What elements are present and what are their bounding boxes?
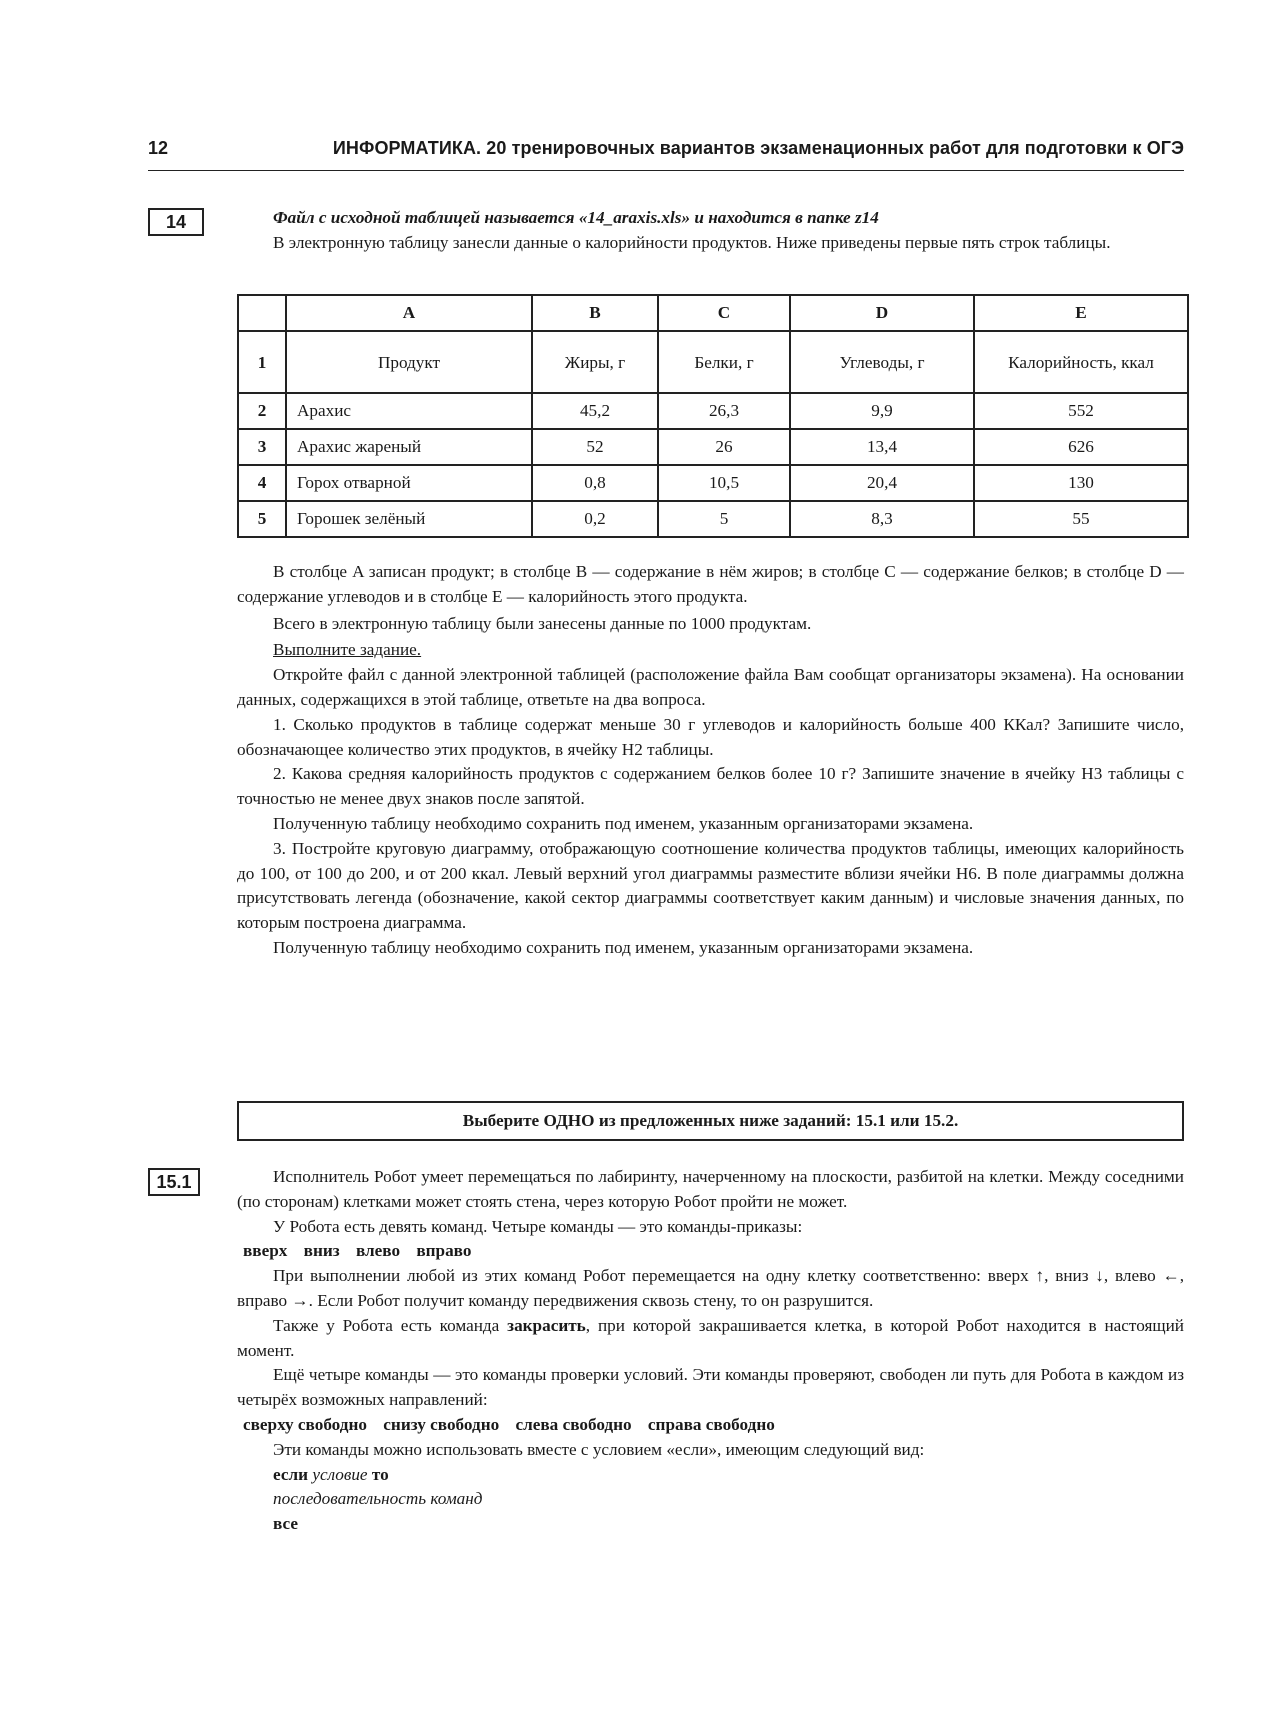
kw-condition: условие [312, 1464, 368, 1484]
table-cell: Белки, г [658, 331, 790, 393]
cond-up-free: сверху свободно [243, 1414, 367, 1434]
task-14-intro [237, 206, 1184, 256]
col-letter-d: D [790, 295, 974, 331]
task-label-line [237, 638, 1184, 663]
move-description: При выполнении любой из этих команд Робот перемещается на одну клетку соответственно: вверх ↑, вниз ↓, влево ←, вправо →. Если Робот получит команду передвижения сквозь стену, то он разрушится. [237, 1266, 1184, 1310]
paint-description [237, 1314, 1184, 1364]
table-cell: Продукт [286, 331, 532, 393]
cmd-up: вверх [243, 1241, 288, 1261]
col-letter-e: E [974, 295, 1188, 331]
table-row [238, 465, 1188, 501]
table-cell: 552 [974, 393, 1188, 429]
row-number: 3 [238, 429, 286, 465]
intro-paragraph: В электронную таблицу занесли данные о калорийности продуктов. Ниже приведены первые пять строк таблицы. [273, 232, 1111, 252]
table-cell: 5 [658, 501, 790, 537]
paint-text-b: , при которой закрашивается клетка, в которой Робот находится в настоящий момент. [237, 1315, 1184, 1360]
col-letter-c: C [658, 295, 790, 331]
choose-task-box: Выберите ОДНО из предложенных ниже заданий: 15.1 или 15.2. [237, 1101, 1184, 1141]
table-cell: Углеводы, г [790, 331, 974, 393]
row-number: 5 [238, 501, 286, 537]
table-cell: 26,3 [658, 393, 790, 429]
calorie-table [237, 294, 1189, 538]
table-cell: 13,4 [790, 429, 974, 465]
table-cell: Арахис [286, 393, 532, 429]
book-title: ИНФОРМАТИКА. 20 тренировочных вариантов экзаменационных работ для подготовки к ОГЭ [332, 138, 1184, 158]
running-header [148, 136, 1184, 171]
save-instruction-2: Полученную таблицу необходимо сохранить под именем, указанным организаторами экзамена. [273, 937, 974, 957]
file-line: Файл с исходной таблицей называется «14_araxis.xls» и находится в папке z14 [273, 208, 879, 227]
robot-intro: Исполнитель Робот умеет перемещаться по лабиринту, начерченному на плоскости, разбитой на клетки. Между соседними (по сторонам) клетками может стоять стена, через которую Робот пройти не может. [237, 1167, 1184, 1211]
task-number-15-1: 15.1 [148, 1168, 200, 1196]
condition-commands [237, 1413, 1184, 1438]
paint-command: закрасить [507, 1315, 586, 1335]
open-file-paragraph: Откройте файл с данной электронной таблицей (расположение файла Вам сообщат организаторы экзамена). На основании данных, содержащихся в этой таблице, ответьте на два вопроса. [237, 665, 1184, 709]
corner-cell [238, 295, 286, 331]
if-line [237, 1463, 1184, 1488]
table-cell: Горох отварной [286, 465, 532, 501]
cmd-right: вправо [416, 1241, 472, 1261]
kw-sequence: последовательность команд [273, 1489, 483, 1509]
kw-if: если [273, 1464, 309, 1484]
question-2: 2. Какова средняя калорийность продуктов с содержанием белков более 10 г? Запишите значение в ячейку H3 таблицы с точностью не менее двух знаков после запятой. [237, 764, 1184, 809]
move-commands [237, 1239, 1184, 1264]
condition-intro: Ещё четыре команды — это команды проверки условий. Эти команды проверяют, свободен ли путь для Робота в каждом из четырёх возможных направлений: [237, 1365, 1184, 1410]
row-number: 4 [238, 465, 286, 501]
table-cell: 20,4 [790, 465, 974, 501]
cond-left-free: слева свободно [515, 1414, 632, 1434]
kw-end: все [273, 1514, 298, 1534]
table-cell: Горошек зелёный [286, 501, 532, 537]
table-cell: Арахис жареный [286, 429, 532, 465]
table-cell: 0,2 [532, 501, 658, 537]
row-number: 2 [238, 393, 286, 429]
cond-down-free: снизу свободно [383, 1414, 500, 1434]
task-14-body [237, 560, 1184, 961]
table-cell: 26 [658, 429, 790, 465]
table-cell: 0,8 [532, 465, 658, 501]
header-row [238, 331, 1188, 393]
question-3: 3. Постройте круговую диаграмму, отображающую соотношение количества продуктов таблицы, имеющих калорийность до 100, от 100 до 200, и от 200 ккал. Левый верхний угол диаграммы разместите вблизи ячейки H6. В поле диаграммы должна присутствовать легенда (обозначение, какой сектор диаграммы соответствует каким данным) и числовые значения данных, по которым построена диаграмма. [237, 838, 1184, 933]
question-1: 1. Сколько продуктов в таблице содержат меньше 30 г углеводов и калорийность больше 400 ККал? Запишите число, обозначающее количество этих продуктов, в ячейку H2 таблицы. [237, 714, 1184, 759]
table-cell: 55 [974, 501, 1188, 537]
table-row [238, 429, 1188, 465]
task-label: Выполните задание. [273, 640, 422, 660]
cmd-left: влево [355, 1241, 401, 1261]
table-cell: Калорийность, ккал [974, 331, 1188, 393]
columns-description: В столбце A записан продукт; в столбце B — содержание в нём жиров; в столбце C — содержание белков; в столбце D — содержание углеводов и в столбце E — калорийность этого продукта. [237, 562, 1184, 606]
commands-intro: У Робота есть девять команд. Четыре команды — это команды-приказы: [273, 1216, 803, 1236]
save-instruction-1: Полученную таблицу необходимо сохранить под именем, указанным организаторами экзамена. [273, 813, 974, 833]
table-cell: 52 [532, 429, 658, 465]
paint-text-a: Также у Робота есть команда [273, 1315, 508, 1335]
table-cell: 130 [974, 465, 1188, 501]
table-row [238, 393, 1188, 429]
table-cell: 8,3 [790, 501, 974, 537]
table-row [238, 501, 1188, 537]
if-intro: Эти команды можно использовать вместе с условием «если», имеющим следующий вид: [273, 1439, 925, 1459]
col-letter-b: B [532, 295, 658, 331]
table-cell: Жиры, г [532, 331, 658, 393]
cmd-down: вниз [303, 1241, 340, 1261]
total-count: Всего в электронную таблицу были занесены данные по 1000 продуктам. [273, 613, 812, 633]
column-letters-row [238, 295, 1188, 331]
cond-right-free: справа свободно [647, 1414, 775, 1434]
row-number: 1 [238, 331, 286, 393]
page-number: 12 [148, 138, 169, 158]
kw-then: то [371, 1464, 389, 1484]
task-15-1-body [237, 1165, 1184, 1537]
col-letter-a: A [286, 295, 532, 331]
table-cell: 9,9 [790, 393, 974, 429]
table-cell: 10,5 [658, 465, 790, 501]
table-cell: 626 [974, 429, 1188, 465]
table-cell: 45,2 [532, 393, 658, 429]
task-number-14: 14 [148, 208, 204, 236]
